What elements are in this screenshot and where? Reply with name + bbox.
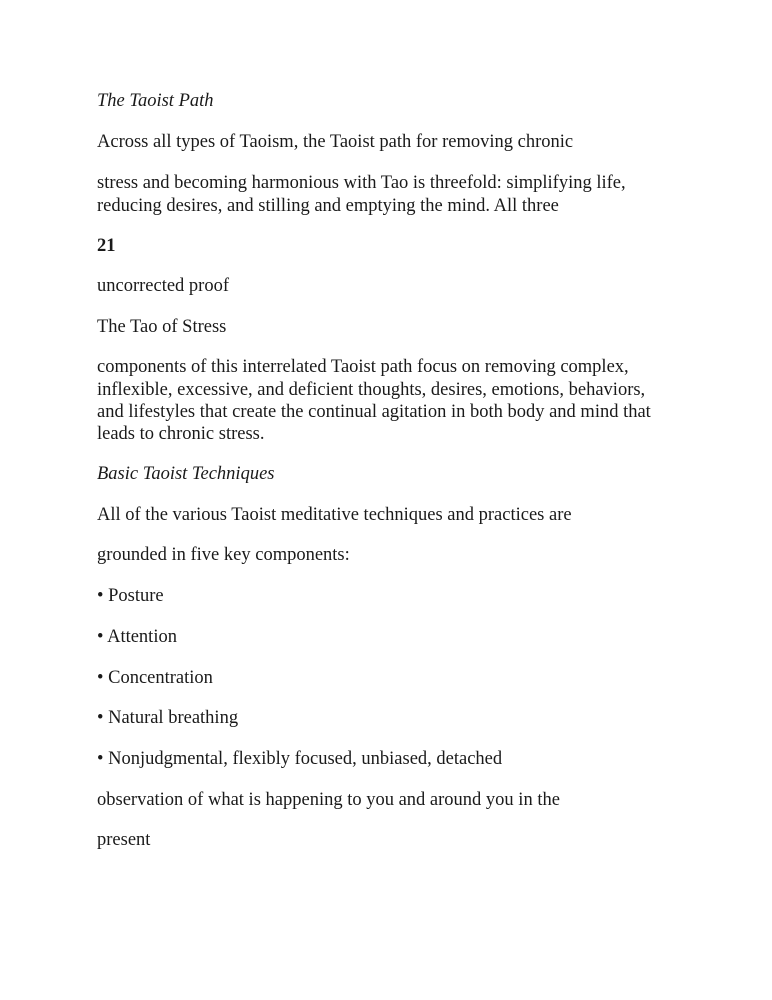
paragraph: grounded in five key components:	[97, 545, 350, 565]
running-header: The Tao of Stress	[97, 317, 227, 337]
page-number: 21	[97, 236, 116, 256]
paragraph-line: reducing desires, and stilling and emptying the mind. All three	[97, 196, 559, 216]
section-heading: Basic Taoist Techniques	[97, 464, 275, 484]
list-item: • Nonjudgmental, flexibly focused, unbiased, detached	[97, 749, 503, 769]
list-item: • Concentration	[97, 668, 213, 688]
paragraph: All of the various Taoist meditative techniques and practices are	[97, 505, 572, 525]
paragraph: present	[97, 830, 151, 850]
paragraph-line: components of this interrelated Taoist path focus on removing complex,	[97, 357, 629, 377]
list-item: • Posture	[97, 586, 164, 606]
paragraph-line: leads to chronic stress.	[97, 424, 265, 444]
list-item: • Natural breathing	[97, 708, 239, 728]
paragraph-line: stress and becoming harmonious with Tao is threefold: simplifying life,	[97, 173, 626, 193]
section-heading: The Taoist Path	[97, 91, 214, 111]
paragraph-line: and lifestyles that create the continual agitation in both body and mind that	[97, 402, 651, 422]
paragraph: Across all types of Taoism, the Taoist path for removing chronic	[97, 132, 574, 152]
paragraph: observation of what is happening to you and around you in the	[97, 790, 560, 810]
proof-note: uncorrected proof	[97, 276, 230, 296]
list-item: • Attention	[97, 627, 177, 647]
paragraph-line: inflexible, excessive, and deficient thoughts, desires, emotions, behaviors,	[97, 380, 646, 400]
